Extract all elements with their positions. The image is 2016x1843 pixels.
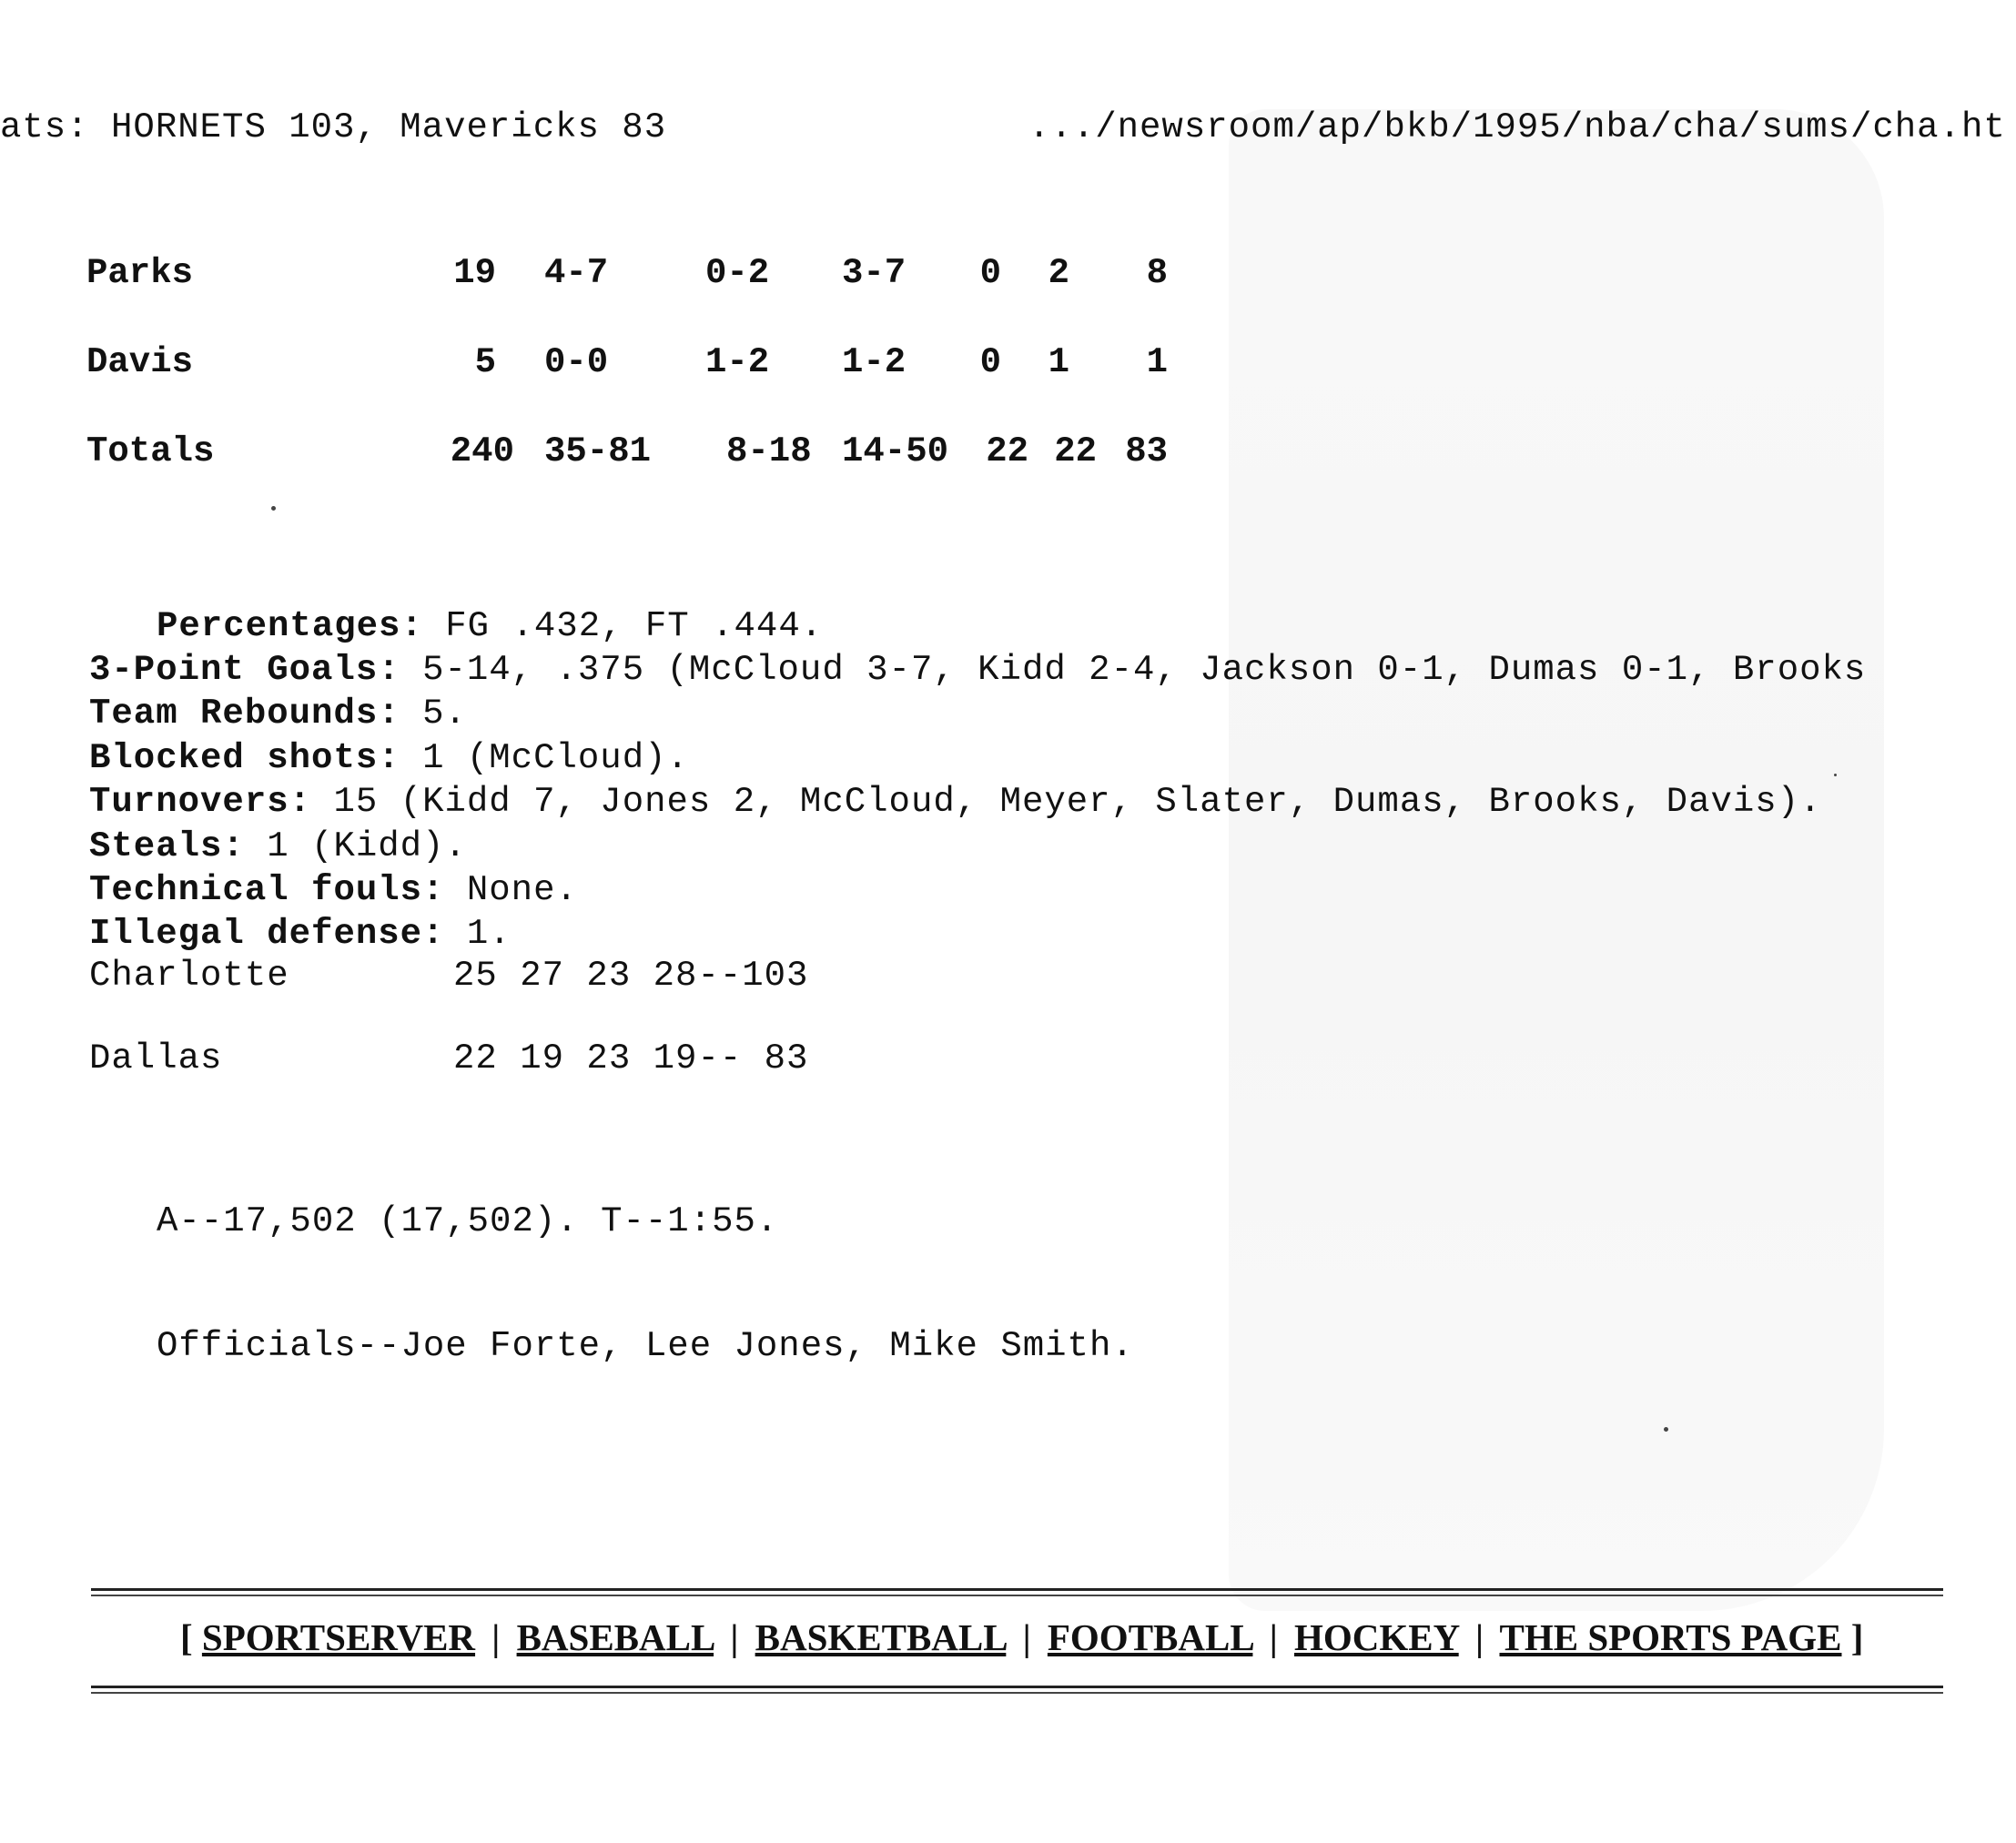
bleed-through-shadow	[1229, 109, 1884, 1611]
technical-fouls-line	[89, 870, 578, 910]
technical-fouls-label: Technical fouls:	[89, 870, 445, 910]
stat-reb: 1-2	[842, 342, 907, 382]
illegal-defense-value: 1.	[466, 914, 512, 954]
quarter-scores: 25 27 23 28--103	[453, 956, 809, 996]
stat-pts: 1	[1146, 342, 1168, 382]
stat-fg: 4-7	[544, 253, 609, 293]
steals-line	[89, 826, 467, 866]
blocked-shots-value: 1 (McCloud).	[422, 738, 689, 778]
team-name: Charlotte	[89, 956, 289, 996]
scan-speck	[1664, 1427, 1668, 1432]
nav-link-baseball[interactable]: BASEBALL	[516, 1616, 714, 1658]
stat-pf: 1	[1048, 342, 1069, 382]
stat-reb: 14-50	[842, 431, 949, 471]
stat-pts: 83	[1125, 431, 1168, 471]
team-rebounds-label: Team Rebounds:	[89, 694, 400, 734]
footer-rule-bottom	[91, 1686, 1943, 1694]
nav-close-bracket: ]	[1850, 1616, 1864, 1658]
three-point-value: 5-14, .375 (McCloud 3-7, Kidd 2-4, Jackson 0-1, Dumas 0-1, Brooks	[422, 650, 1867, 690]
nav-link-hockey[interactable]: HOCKEY	[1293, 1616, 1459, 1658]
nav-separator: |	[1022, 1616, 1031, 1658]
officials-line: Officials--Joe Forte, Lee Jones, Mike Smith.	[157, 1326, 1134, 1366]
player-name: Davis	[86, 342, 194, 382]
player-name: Parks	[86, 253, 194, 293]
stat-reb: 3-7	[842, 253, 907, 293]
steals-label: Steals:	[89, 826, 245, 866]
player-name: Totals	[86, 431, 215, 471]
player-row-davis	[86, 342, 1270, 388]
page-title: ats: HORNETS 103, Mavericks 83	[0, 107, 667, 147]
turnovers-line	[89, 782, 1822, 822]
nav-open-bracket: [	[180, 1616, 193, 1658]
nav-separator: |	[1269, 1616, 1278, 1658]
nav-separator: |	[730, 1616, 739, 1658]
turnovers-label: Turnovers:	[89, 782, 312, 822]
player-row-parks	[86, 253, 1270, 299]
stat-a: 22	[986, 431, 1028, 471]
stat-ft: 1-2	[705, 342, 770, 382]
footer-rule-top	[91, 1588, 1943, 1596]
blocked-shots-label: Blocked shots:	[89, 738, 400, 778]
nav-link-sportserver[interactable]: SPORTSERVER	[201, 1616, 476, 1658]
attendance-line: A--17,502 (17,502). T--1:55.	[157, 1201, 779, 1241]
illegal-defense-line	[89, 914, 512, 954]
stat-pf: 2	[1048, 253, 1069, 293]
nav-link-the-sports-page[interactable]: THE SPORTS PAGE	[1499, 1616, 1842, 1658]
team-rebounds-value: 5.	[422, 694, 467, 734]
scan-speck	[271, 506, 276, 511]
percentages-line	[157, 606, 823, 646]
sports-nav	[180, 1615, 1864, 1659]
percentages-value: FG .432, FT .444.	[445, 606, 824, 646]
stat-min: 19	[453, 253, 496, 293]
three-point-line	[89, 650, 1946, 690]
stat-a: 0	[979, 342, 1001, 382]
three-point-label: 3-Point Goals:	[89, 650, 400, 690]
technical-fouls-value: None.	[466, 870, 578, 910]
score-row-charlotte	[89, 956, 999, 1001]
stat-fg: 35-81	[544, 431, 652, 471]
team-rebounds-line	[89, 694, 467, 734]
percentages-label: Percentages:	[157, 606, 423, 646]
steals-value: 1 (Kidd).	[267, 826, 467, 866]
nav-separator: |	[491, 1616, 501, 1658]
nav-separator: |	[1474, 1616, 1484, 1658]
stat-ft: 8-18	[726, 431, 812, 471]
stat-pf: 22	[1054, 431, 1097, 471]
stat-fg: 0-0	[544, 342, 609, 382]
team-name: Dallas	[89, 1038, 223, 1078]
stat-min: 5	[474, 342, 496, 382]
quarter-scores: 22 19 23 19-- 83	[453, 1038, 809, 1078]
illegal-defense-label: Illegal defense:	[89, 914, 445, 954]
blocked-shots-line	[89, 738, 689, 778]
player-row-totals	[86, 431, 1270, 477]
scan-speck	[1834, 774, 1837, 776]
nav-link-football[interactable]: FOOTBALL	[1047, 1616, 1253, 1658]
stat-a: 0	[979, 253, 1001, 293]
nav-link-basketball[interactable]: BASKETBALL	[755, 1616, 1007, 1658]
turnovers-value: 15 (Kidd 7, Jones 2, McCloud, Meyer, Slater, Dumas, Brooks, Davis).	[333, 782, 1822, 822]
stat-min: 240	[450, 431, 514, 471]
score-row-dallas	[89, 1038, 999, 1084]
stat-pts: 8	[1146, 253, 1168, 293]
stat-ft: 0-2	[705, 253, 770, 293]
page-url: .../newsroom/ap/bkb/1995/nba/cha/sums/cha.ht	[1028, 107, 2006, 147]
